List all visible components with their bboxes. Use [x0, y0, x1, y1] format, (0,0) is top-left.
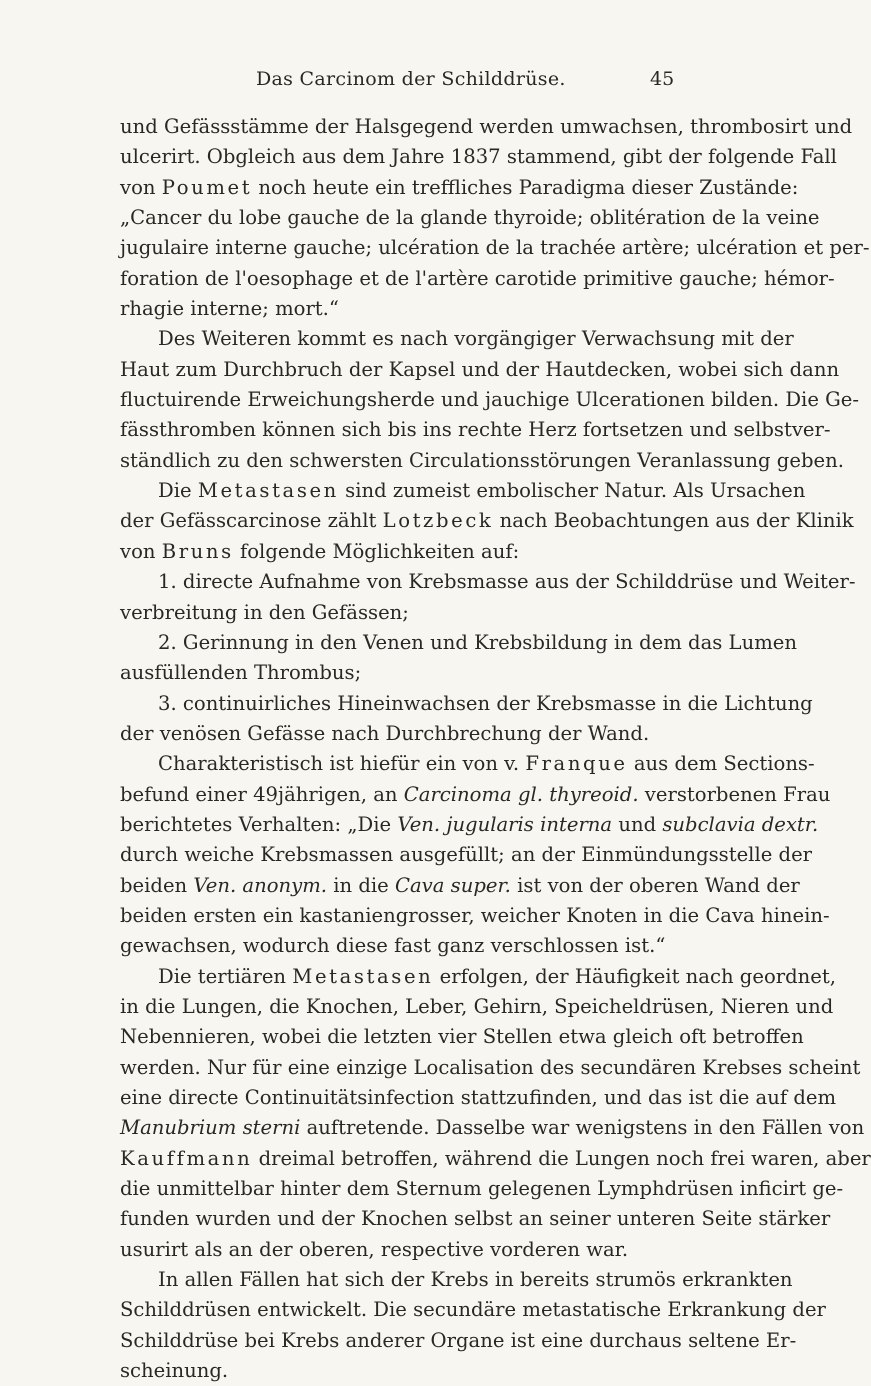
- text-line: ulcerirt. Obgleich aus dem Jahre 1837 stammend, gibt der folgende Fall: [120, 145, 837, 169]
- running-header: [0, 60, 800, 96]
- text-line: die unmittelbar hinter dem Sternum gelegenen Lymphdrüsen inficirt ge-: [120, 1177, 844, 1201]
- text-line: Kauffmann dreimal betroffen, während die Lungen noch frei waren, aber: [120, 1146, 871, 1170]
- text-line: scheinung.: [120, 1359, 229, 1383]
- text-line: Des Weiteren kommt es nach vorgängiger Verwachsung mit der: [158, 327, 794, 351]
- body-text: [120, 112, 871, 1386]
- text-line: der Gefässcarcinose zählt Lotzbeck nach Beobachtungen aus der Klinik: [120, 509, 854, 533]
- text-line: durch weiche Krebsmassen ausgefüllt; an der Einmündungsstelle der: [120, 843, 813, 867]
- text-line: von Bruns folgende Möglichkeiten auf:: [120, 539, 520, 563]
- text-line: von Poumet noch heute ein treffliches Paradigma dieser Zustände:: [120, 175, 799, 199]
- text-line: in die Lungen, die Knochen, Leber, Gehirn, Speicheldrüsen, Nieren und: [120, 994, 834, 1018]
- text-line: befund einer 49jährigen, an Carcinoma gl. thyreoid. verstorbenen Frau: [120, 782, 831, 806]
- text-line: beiden ersten ein kastaniengrosser, weicher Knoten in die Cava hinein-: [120, 903, 830, 927]
- text-line: Die tertiären Metastasen erfolgen, der Häufigkeit nach geordnet,: [158, 964, 836, 988]
- text-line: Nebennieren, wobei die letzten vier Stellen etwa gleich oft betroffen: [120, 1025, 804, 1049]
- text-line: „Cancer du lobe gauche de la glande thyroide; oblitération de la veine: [120, 206, 820, 230]
- text-line: Haut zum Durchbruch der Kapsel und der Hautdecken, wobei sich dann: [120, 357, 840, 381]
- text-line: 2. Gerinnung in den Venen und Krebsbildung in dem das Lumen: [158, 630, 797, 654]
- text-line: ständlich zu den schwersten Circulationsstörungen Veranlassung geben.: [120, 448, 844, 472]
- text-line: rhagie interne; mort.“: [120, 297, 339, 321]
- text-line: funden wurden und der Knochen selbst an seiner unteren Seite stärker: [120, 1207, 831, 1231]
- text-line: und Gefässstämme der Halsgegend werden umwachsen, thrombosirt und: [120, 115, 853, 138]
- text-line: fässthromben können sich bis ins rechte Herz fortsetzen und selbstver-: [120, 418, 831, 442]
- running-title: Das Carcinom der Schilddrüse.: [256, 68, 566, 90]
- text-line: eine directe Continuitätsinfection stattzufinden, und das ist die auf dem: [120, 1086, 837, 1109]
- text-line: Die Metastasen sind zumeist embolischer Natur. Als Ursachen: [158, 479, 806, 503]
- text-line: usurirt als an der oberen, respective vorderen war.: [120, 1237, 629, 1261]
- text-line: jugulaire interne gauche; ulcération de la trachée artère; ulcération et per-: [120, 236, 870, 260]
- text-line: 1. directe Aufnahme von Krebsmasse aus der Schilddrüse und Weiter-: [158, 570, 856, 594]
- text-line: Schilddrüse bei Krebs anderer Organe ist eine durchaus seltene Er-: [120, 1328, 797, 1352]
- text-line: Schilddrüsen entwickelt. Die secundäre metastatische Erkrankung der: [120, 1298, 826, 1322]
- text-line: gewachsen, wodurch diese fast ganz verschlossen ist.“: [120, 934, 666, 958]
- text-line: berichtetes Verhalten: „Die Ven. jugularis interna und subclavia dextr.: [120, 812, 819, 836]
- text-line: der venösen Gefässe nach Durchbrechung der Wand.: [120, 721, 650, 745]
- text-line: beiden Ven. anonym. in die Cava super. ist von der oberen Wand der: [120, 873, 800, 897]
- text-line: In allen Fällen hat sich der Krebs in bereits strumös erkrankten: [158, 1268, 793, 1292]
- text-line: Manubrium sterni auftretende. Dasselbe war wenigstens in den Fällen von: [120, 1116, 865, 1140]
- text-line: foration de l'oesophage et de l'artère carotide primitive gauche; hémor-: [120, 266, 835, 290]
- text-line: 3. continuirliches Hineinwachsen der Krebsmasse in die Lichtung: [158, 691, 813, 715]
- page-number: 45: [650, 68, 675, 90]
- text-line: Charakteristisch ist hiefür ein von v. Franque aus dem Sections-: [158, 752, 815, 776]
- text-line: ausfüllenden Thrombus;: [120, 661, 362, 685]
- text-line: werden. Nur für eine einzige Localisation des secundären Krebses scheint: [120, 1055, 861, 1079]
- text-line: verbreitung in den Gefässen;: [120, 600, 409, 624]
- text-line: fluctuirende Erweichungsherde und jauchige Ulcerationen bilden. Die Ge-: [120, 388, 860, 412]
